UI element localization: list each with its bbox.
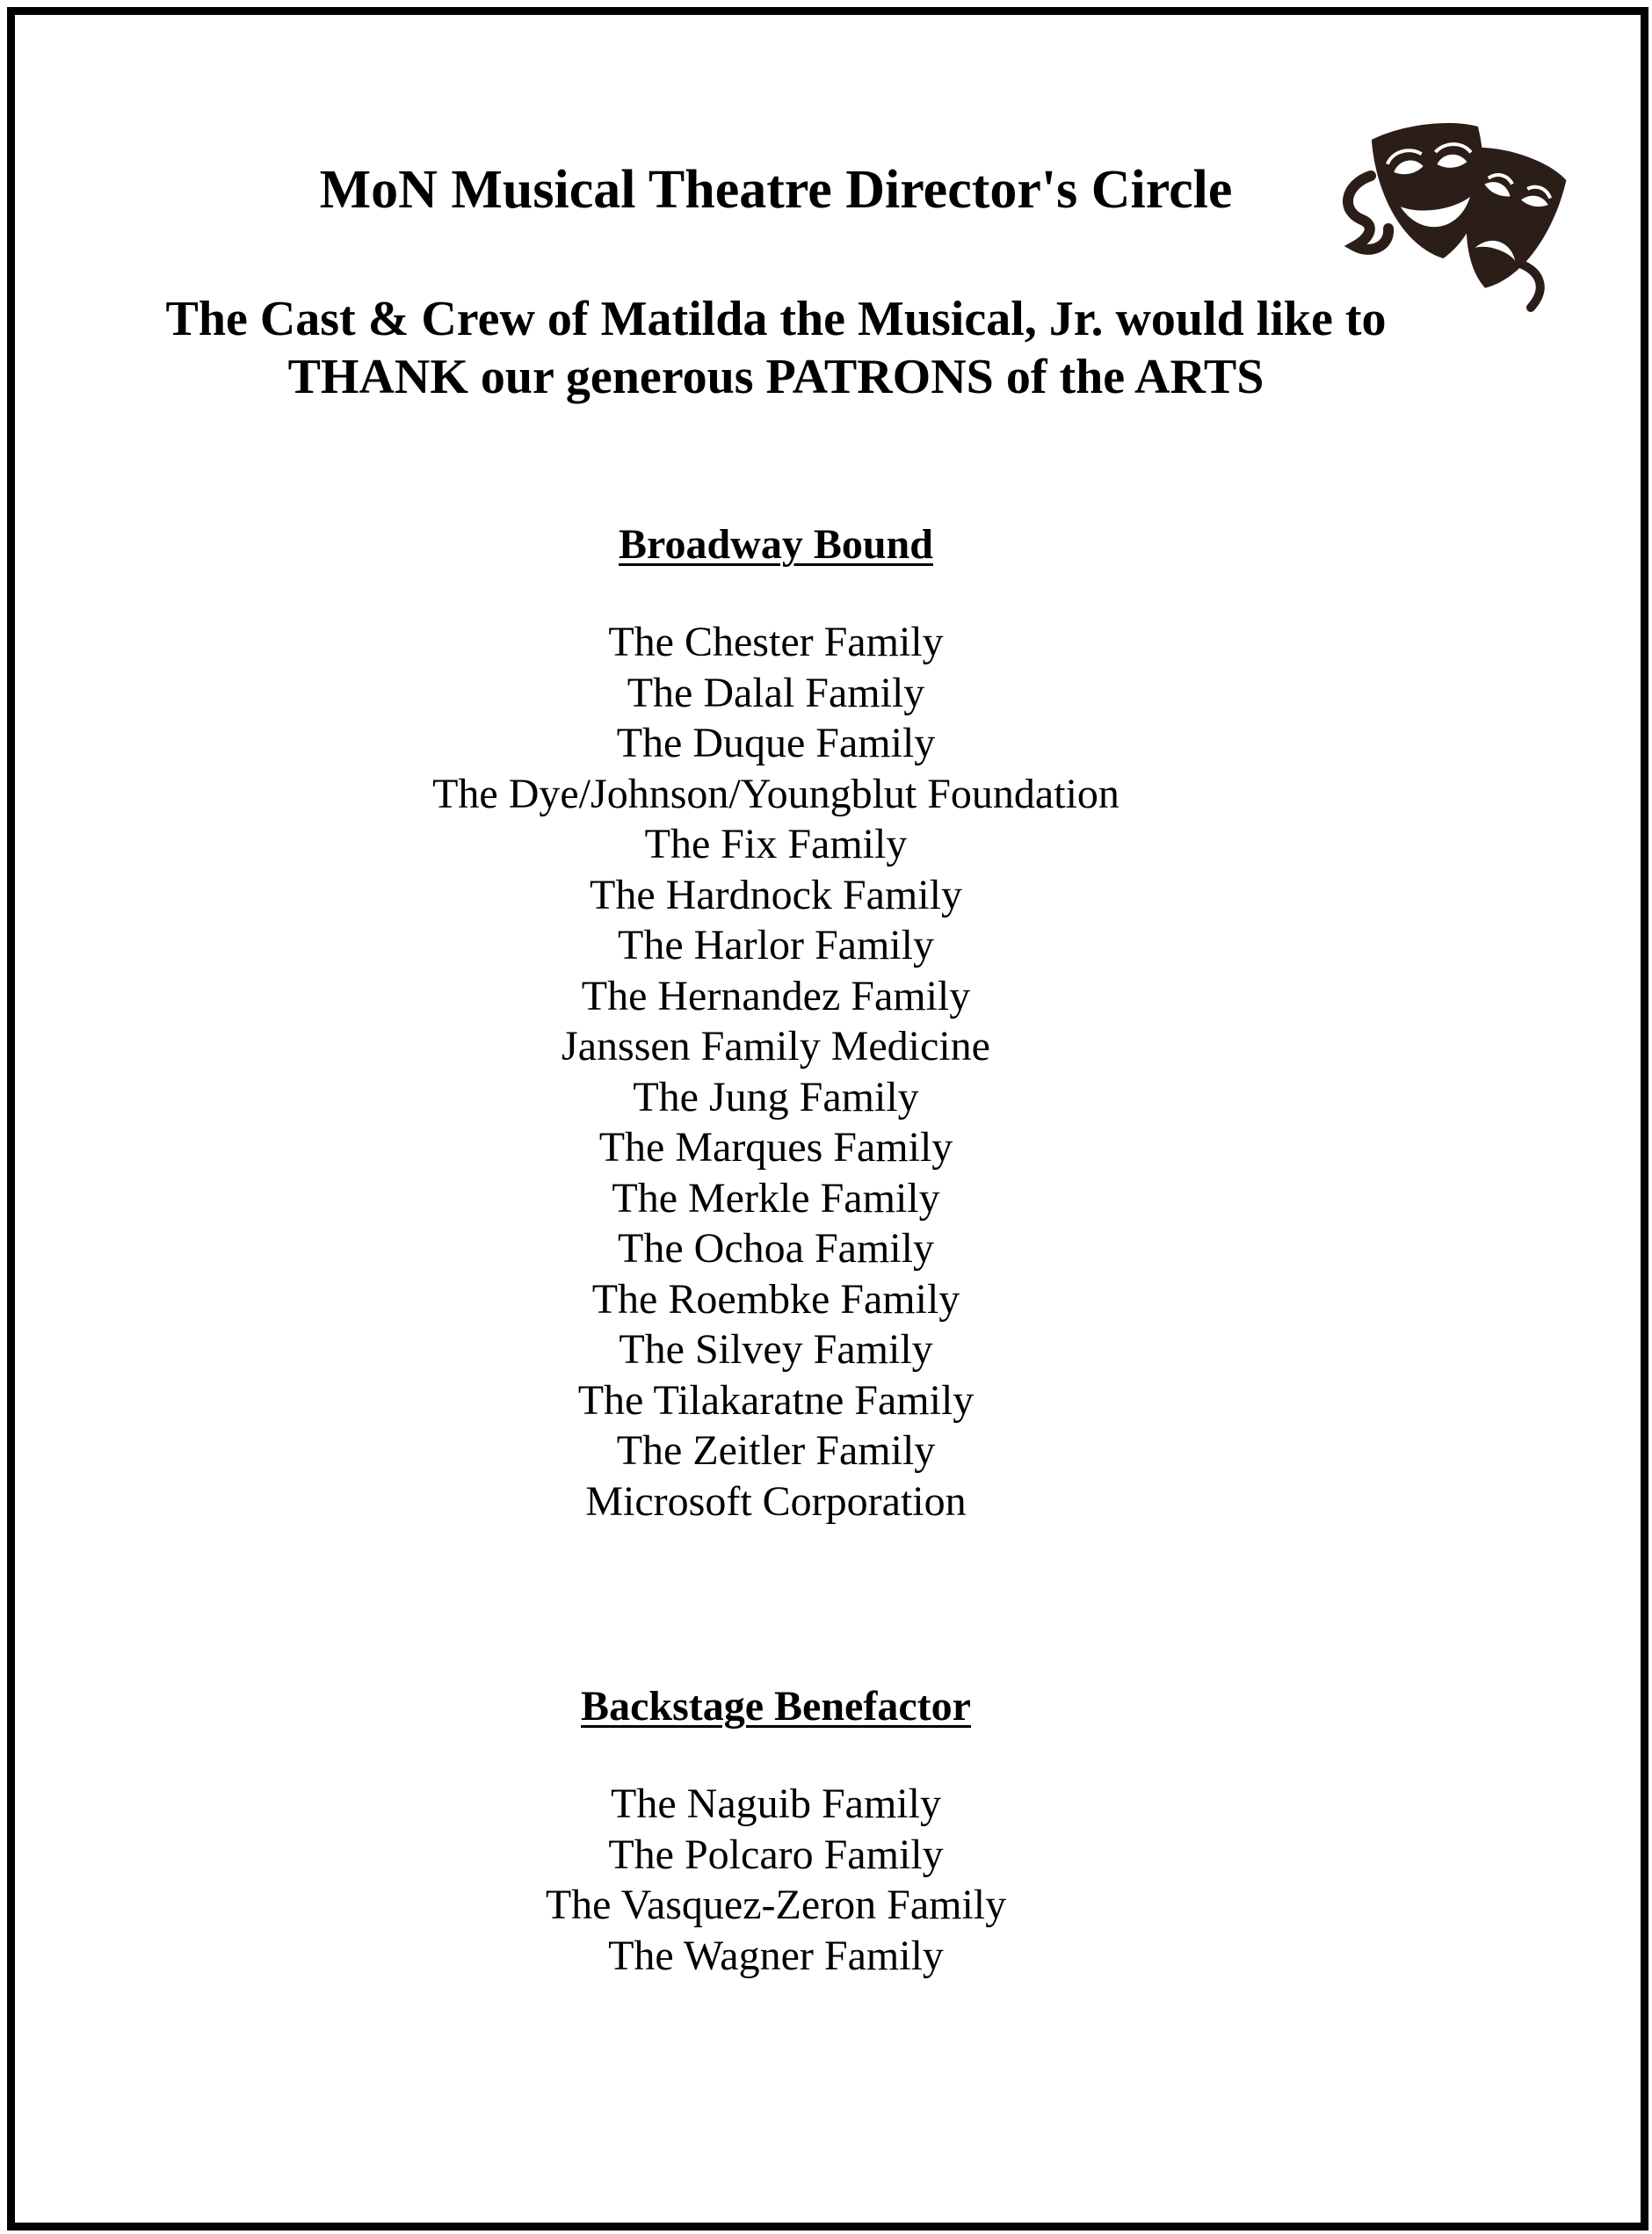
backstage-benefactor-heading: Backstage Benefactor (581, 1683, 971, 1730)
thank-you-line-1: The Cast & Crew of Matilda the Musical, Jr. would like to (165, 292, 1387, 346)
patron-name: The Hardnock Family (590, 871, 962, 918)
backstage-benefactor-section (0, 1680, 1552, 1981)
patron-name: The Hernandez Family (581, 972, 971, 1019)
patron-name: Microsoft Corporation (585, 1477, 967, 1525)
broadway-bound-section (0, 519, 1552, 1527)
patron-name: The Chester Family (608, 619, 944, 665)
patron-name: The Wagner Family (608, 1932, 944, 1979)
patron-name: The Dye/Johnson/Youngblut Foundation (432, 770, 1119, 817)
patron-name: The Naguib Family (611, 1781, 941, 1827)
patron-name: The Vasquez-Zeron Family (545, 1882, 1007, 1928)
patron-name: The Zeitler Family (616, 1427, 936, 1474)
patron-name: The Marques Family (598, 1124, 953, 1171)
patron-name: The Merkle Family (612, 1174, 940, 1222)
backstage-benefactor-patron-list (0, 1779, 1552, 1981)
broadway-bound-patron-list (0, 617, 1552, 1527)
page-title: MoN Musical Theatre Director's Circle (319, 160, 1233, 220)
comedy-tragedy-masks-icon (1336, 114, 1573, 316)
patron-name: The Ochoa Family (618, 1225, 934, 1272)
patron-name: The Tilakaratne Family (577, 1376, 975, 1424)
patron-name: Janssen Family Medicine (562, 1023, 990, 1070)
patron-name: The Fix Family (644, 821, 908, 867)
broadway-bound-heading: Broadway Bound (619, 521, 933, 568)
patron-name: The Roembke Family (591, 1275, 960, 1323)
patron-name: The Harlor Family (618, 922, 934, 968)
thank-you-line-2: THANK our generous PATRONS of the ARTS (287, 350, 1264, 404)
patron-name: The Jung Family (633, 1073, 919, 1121)
thank-you-message (0, 290, 1552, 406)
patron-name: The Silvey Family (619, 1326, 933, 1373)
patron-name: The Dalal Family (627, 669, 925, 716)
patron-name: The Polcaro Family (608, 1831, 944, 1878)
patron-name: The Duque Family (616, 720, 936, 766)
